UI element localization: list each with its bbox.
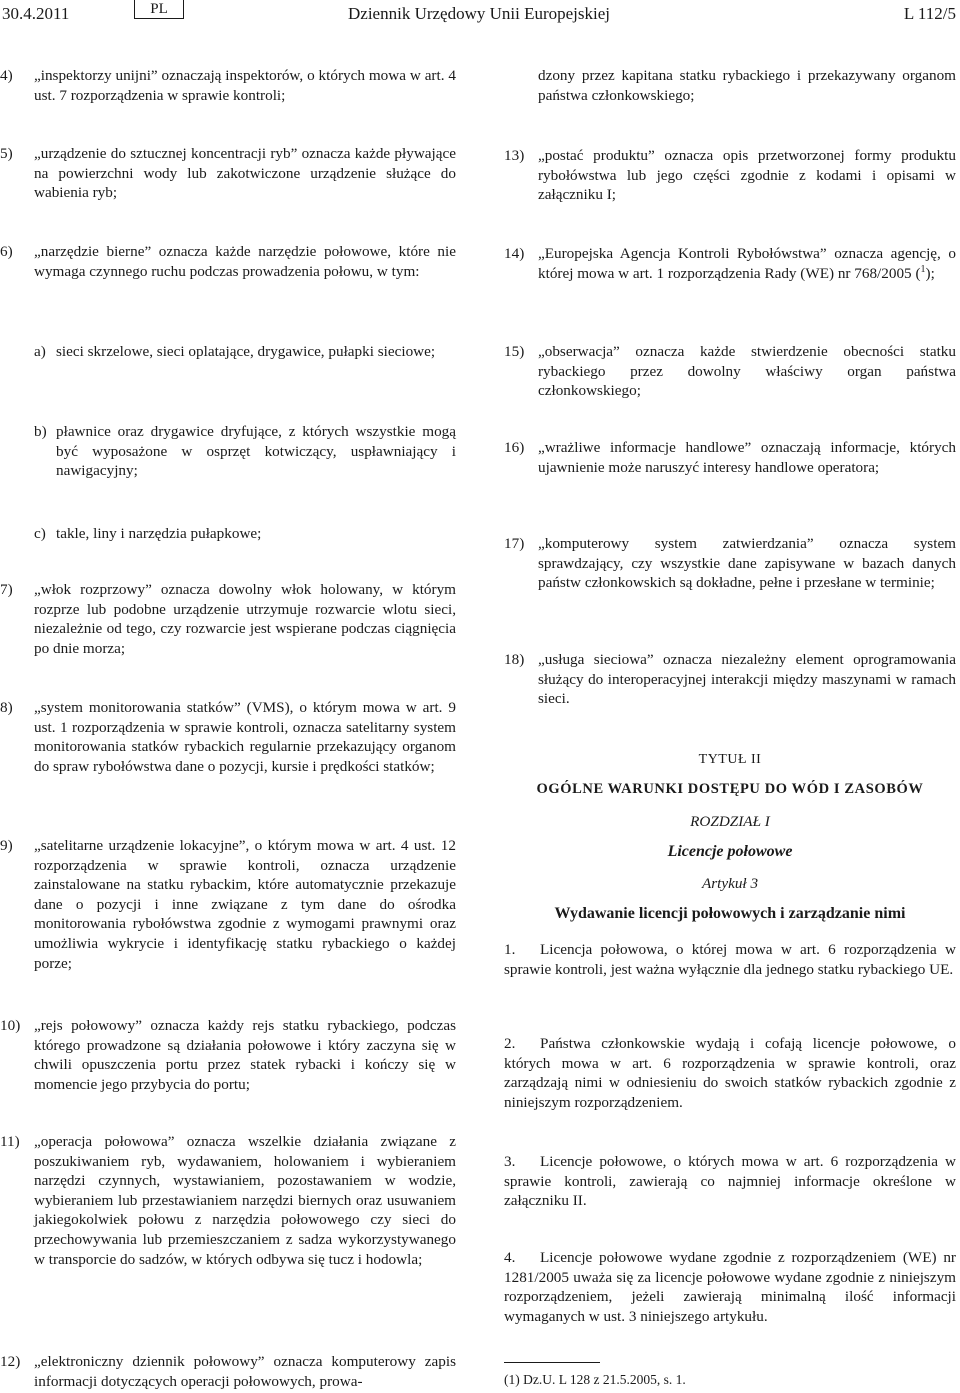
paragraph-4: 4. Licencje połowowe wydane zgodnie z rozporządzeniem (WE) nr 1281/2005 uważa się za licencje połowowe wydane zgodnie z niniejszym rozporządzeniem, jeżeli zawierają minimalną ilość informacji wymaganych w ust. 3 niniejszego artykułu.	[504, 1249, 956, 1325]
definition-17: 17) „komputerowy system zatwierdzania” oznacza system sprawdzający, czy wszystkie dane zapisywane w bazach danych państw członkowskich są dokładne, pełne i przesłane w terminie;	[504, 535, 956, 592]
page-header	[0, 0, 960, 40]
page-reference: L 112/5	[903, 4, 956, 23]
paragraph-2: 2. Państwa członkowskie wydają i cofają licencje połowowe, o których mowa w art. 6 rozporządzenia w sprawie kontroli, oraz zarządzają nimi w odniesieniu do swoich statków rybackich zgodnie z niniejszym rozporządzeniem.	[504, 1035, 956, 1111]
journal-title: Dziennik Urzędowy Unii Europejskiej	[348, 4, 611, 23]
definition-8: 8) „system monitorowania statków” (VMS), o którym mowa w art. 9 ust. 1 rozporządzenia w sprawie kontroli, oznacza satelitarny system monitorowania statków rybackich regularnie przekazujący organom do spraw rybołówstwa dane o pozycji, kursie i prędkości statków;	[0, 699, 456, 775]
chapter-heading: Licencje połowowe	[667, 843, 793, 860]
footnote-reference: 1	[920, 263, 926, 275]
definition-16: 16) „wrażliwe informacje handlowe” oznaczają informacje, których ujawnienie może naruszyć interesy handlowe operatora;	[504, 439, 956, 476]
definition-6-c: c) takle, liny i narzędzia pułapkowe;	[34, 525, 262, 542]
paragraph-1: 1. Licencja połowowa, o której mowa w art. 6 rozporządzenia w sprawie kontroli, jest ważna wyłącznie dla jednego statku rybackiego UE.	[504, 941, 956, 978]
paragraph-3: 3. Licencje połowowe, o których mowa w art. 6 rozporządzenia w sprawie kontroli, zawierają co najmniej informacje określone w załączniku II.	[504, 1153, 956, 1210]
definition-14: 14) „Europejska Agencja Kontroli Rybołówstwa” oznacza agencję, o której mowa w art. 1 rozporządzenia Rady (WE) nr 768/2005 ($^1$);	[504, 245, 956, 282]
definition-6: 6) „narzędzie bierne” oznacza każde narzędzie połowowe, które nie wymaga czynnego ruchu podczas prowadzenia połowu, w tym:	[0, 243, 456, 280]
definition-11: 11) „operacja połowowa” oznacza wszelkie działania związane z poszukiwaniem ryb, wydawaniem, holowaniem i wybieraniem narzędzi czynnych, wystawianiem, pozostawaniem w wodzie, wybieraniem lub przestawianiem narzędzi biernych oraz usuwaniem jakiegokolwiek połowu z narzędzia połowowego czy sieci do przechowywania lub przemieszczaniem z sadza wykorzystywanego w transporcie do sadzów, w których odbywa się tucz i hodowla;	[0, 1133, 456, 1268]
definition-5: 5) „urządzenie do sztucznej koncentracji ryb” oznacza każde pływające na powierzchni wody lub zakotwiczone urządzenie służące do wabienia ryb;	[0, 145, 456, 202]
definition-4: 4) „inspektorzy unijni” oznaczają inspektorów, o których mowa w art. 4 ust. 7 rozporządzenia w sprawie kontroli;	[0, 67, 456, 104]
definition-9: 9) „satelitarne urządzenie lokacyjne”, o którym mowa w art. 4 ust. 12 rozporządzenia w sprawie kontroli, oznacza urządzenie zainstalowane na statku rybackim, które automatycznie przekazuje dane o pozycji i inne związane z tym dane do ośrodka monitorowania rybołówstwa zgodnie z wymogami prawnymi oraz umożliwia wykrycie i identyfikację statku rybackiego o każdej porze;	[0, 837, 456, 972]
definition-15: 15) „obserwacja” oznacza każde stwierdzenie obecności statku rybackiego przez dowolny właściwy organ państwa członkowskiego;	[504, 343, 956, 400]
definition-18: 18) „usługa sieciowa” oznacza niezależny element oprogramowania służący do interoperacyjnej interakcji między maszynami w ramach sieci.	[504, 651, 956, 708]
definition-13: 13) „postać produktu” oznacza opis przetworzonej formy produktu rybołówstwa lub jego części zgodnie z kodami i opisami w załączniku I;	[504, 147, 956, 204]
definition-6-a: a) sieci skrzelowe, sieci oplatające, drygawice, pułapki sieciowe;	[34, 343, 436, 360]
definition-7: 7) „włok rozprzowy” oznacza dowolny włok holowany, w którym rozprze lub podobne urządzenie utrzymuje rozwarcie wlotu sieci, niezależnie od tego, czy rozwarcie jest wspierane podczas ciągnięcia po dnie morza;	[0, 581, 456, 657]
footnote-text: Dz.U. L 128 z 21.5.2005, s. 1.	[523, 1372, 686, 1387]
title-heading: OGÓLNE WARUNKI DOSTĘPU DO WÓD I ZASOBÓW	[536, 781, 924, 797]
footnote	[504, 1370, 956, 1390]
definition-6-b: b) pławnice oraz drygawice dryfujące, z których wszystkie mogą być wyposażone w osprzęt kotwiczący, uspławniający i nawigacyjny;	[34, 423, 456, 480]
language-badge: PL	[134, 0, 184, 19]
title-number: TYTUŁ II	[698, 752, 762, 767]
publication-date: 30.4.2011	[2, 4, 70, 23]
footnote-mark: (1)	[504, 1372, 520, 1387]
definition-10: 10) „rejs połowowy” oznacza każdy rejs statku rybackiego, podczas którego prowadzone są działania połowowe i który zaczyna się w chwili opuszczenia portu przez statek rybacki i kończy się w momencie jego przybycia do portu;	[0, 1017, 456, 1093]
definition-12-continued: dzony przez kapitana statku rybackiego i przekazywany organom państwa członkowskiego;	[538, 67, 956, 104]
chapter-number: ROZDZIAŁ I	[690, 813, 770, 830]
article-heading: Wydawanie licencji połowowych i zarządzanie nimi	[554, 905, 906, 922]
footnote-divider	[504, 1362, 600, 1363]
definition-12: 12) „elektroniczny dziennik połowowy” oznacza komputerowy zapis informacji dotyczących operacji połowowych, prowa-	[0, 1353, 456, 1390]
article-number: Artykuł 3	[701, 875, 759, 892]
